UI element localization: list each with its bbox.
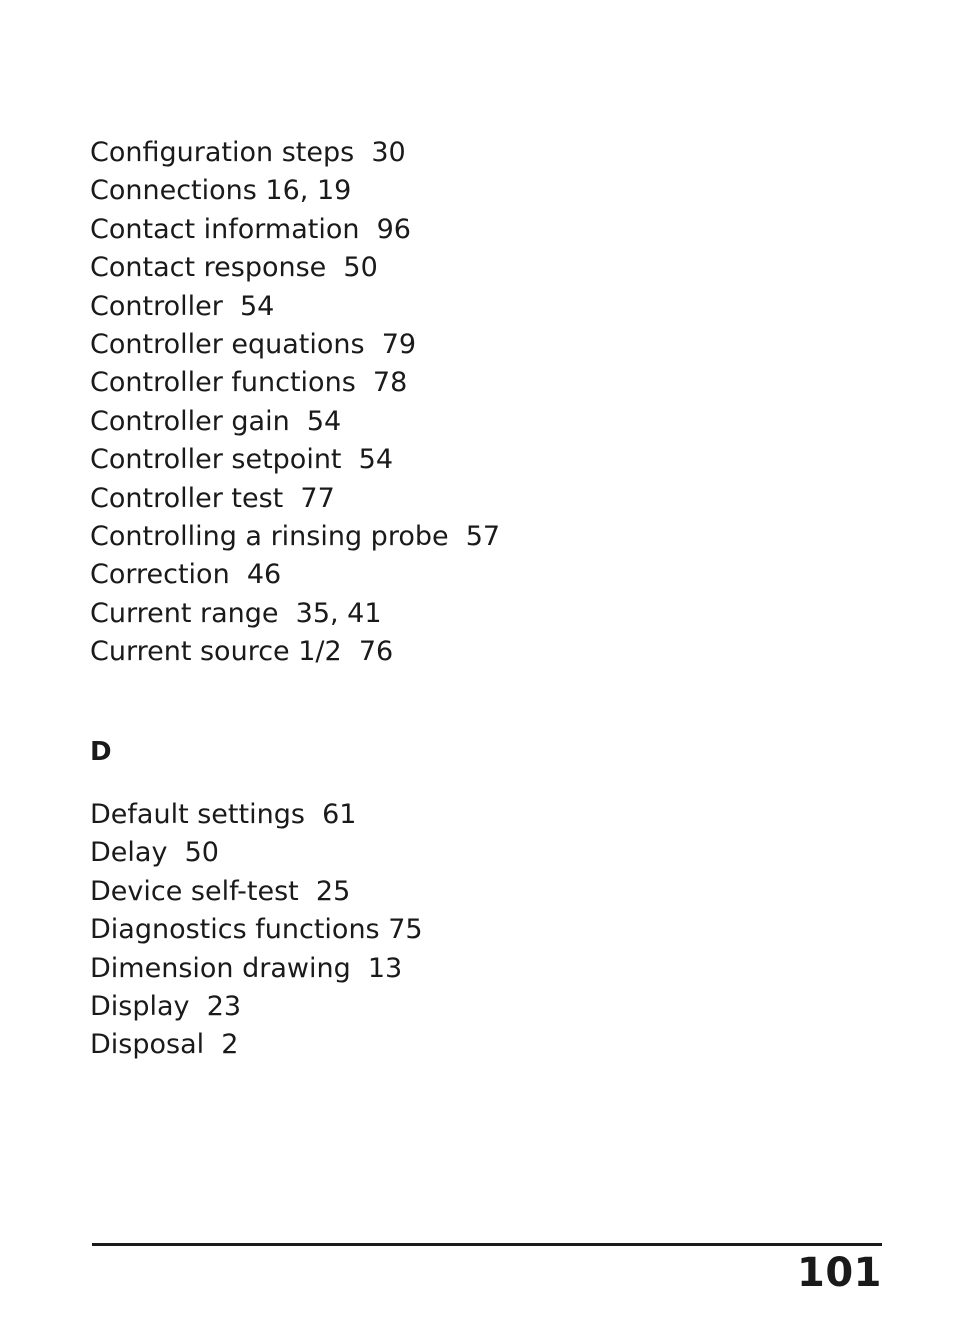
index-entry: Controlling a rinsing probe 57: [90, 520, 501, 552]
footer-divider: [92, 1243, 882, 1246]
index-entry: Controller equations 79: [90, 328, 417, 360]
index-entry: Dimension drawing 13: [90, 952, 403, 984]
index-entry: Default settings 61: [90, 799, 357, 830]
index-section-c: [90, 134, 870, 671]
index-entry: Diagnostics functions 75: [90, 914, 423, 946]
index-entry: Current source 1/2 76: [90, 636, 394, 668]
index-entry: Display 23: [90, 990, 242, 1022]
index-section-d: [90, 796, 870, 1065]
index-entry: Connections 16, 19: [90, 175, 352, 207]
section-heading-d: D: [90, 737, 112, 767]
index-entry: Contact information 96: [90, 213, 411, 245]
index-entry: Device self-test 25: [90, 875, 351, 907]
index-entry: Controller 54: [90, 290, 275, 322]
index-entry: Delay 50: [90, 837, 219, 869]
index-entry: Correction 46: [90, 559, 282, 591]
index-entry: Controller gain 54: [90, 405, 342, 437]
index-entry: Disposal 2: [90, 1029, 239, 1061]
index-entry: Controller setpoint 54: [90, 444, 394, 476]
index-entry: Controller test 77: [90, 482, 335, 514]
index-entry: Controller functions 78: [90, 367, 408, 399]
page-number: 101: [797, 1250, 882, 1296]
index-entry: Contact response 50: [90, 252, 378, 284]
index-entry: Configuration steps 30: [90, 137, 406, 168]
index-entry: Current range 35, 41: [90, 597, 382, 629]
